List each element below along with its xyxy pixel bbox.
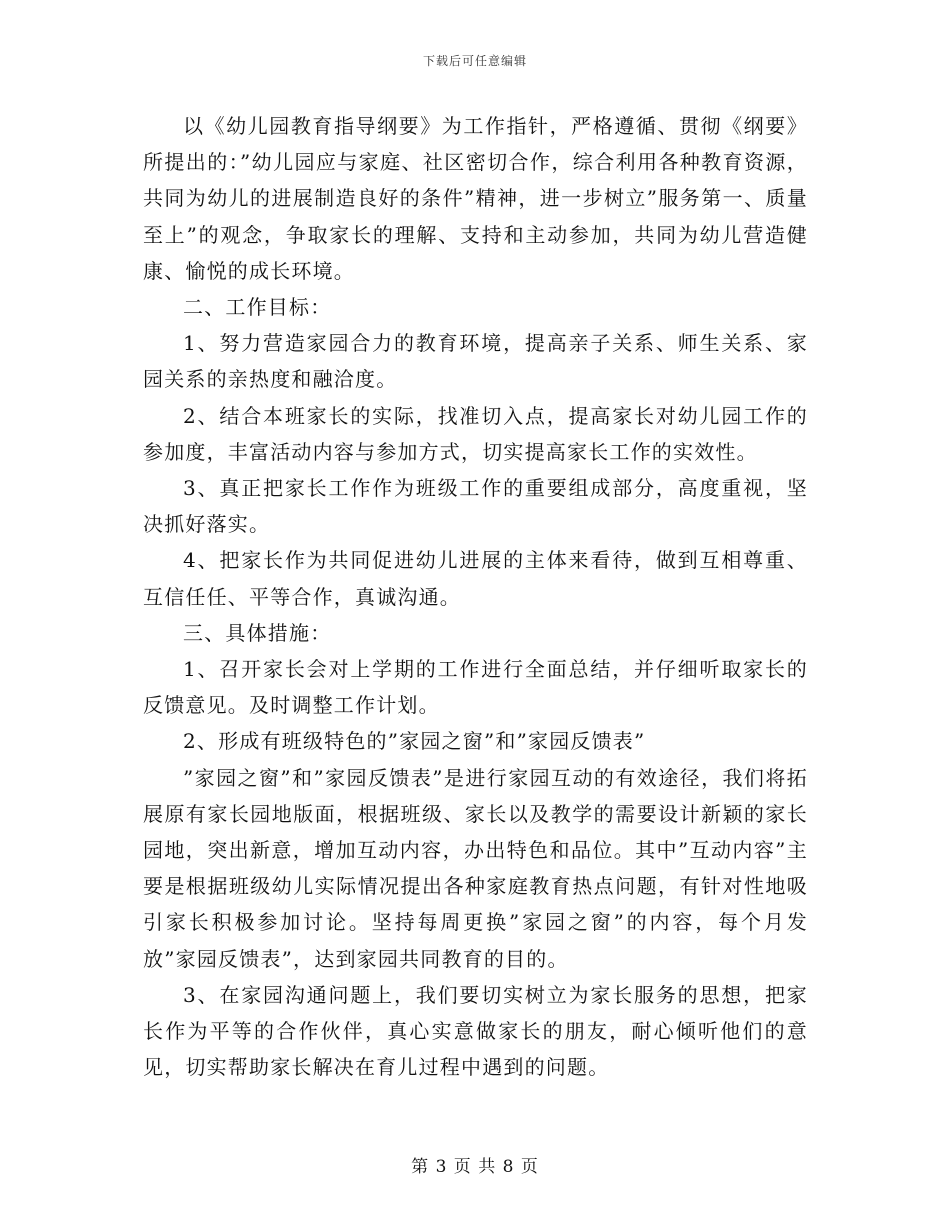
page-number-footer: 第 3 页 共 8 页 xyxy=(411,1157,539,1177)
measure-item-3: 3、在家园沟通问题上，我们要切实树立为家长服务的思想，把家长作为平等的合作伙伴，真心实意做家长的朋友，耐心倾听他们的意见，切实帮助家长解决在育儿过程中遇到的问题。 xyxy=(143,982,808,1080)
page-header: 下载后可任意编辑 xyxy=(422,54,527,68)
measure-item-2-detail: ”家园之窗”和”家园反馈表”是进行家园互动的有效途径，我们将拓展原有家长园地版面，根据班级、家长以及教学的需要设计新颖的家长园地，突出新意，增加互动内容，办出特色和品位。其中”互动内容”主要是根据班级幼儿实际情况提出各种家庭教育热点问题，有针对性地吸引家长积极参加讨论。坚持每周更换”家园之窗”的内容，每个月发放”家园反馈表”，达到家园共同教育的目的。 xyxy=(143,765,808,971)
section-heading-goals: 二、工作目标： xyxy=(183,295,332,320)
goal-item-3: 3、真正把家长工作作为班级工作的重要组成部分，高度重视，坚决抓好落实。 xyxy=(143,476,808,537)
document-body xyxy=(143,108,808,1085)
goal-item-1: 1、努力营造家园合力的教育环境，提高亲子关系、师生关系、家园关系的亲热度和融洽度。 xyxy=(143,331,808,392)
measure-item-1: 1、召开家长会对上学期的工作进行全面总结，并仔细听取家长的反馈意见。及时调整工作计划。 xyxy=(143,657,808,718)
goal-item-4: 4、把家长作为共同促进幼儿进展的主体来看待，做到互相尊重、互信任任、平等合作，真诚沟通。 xyxy=(143,548,808,609)
measure-item-2: 2、形成有班级特色的”家园之窗”和”家园反馈表” xyxy=(183,729,646,754)
goal-item-2: 2、结合本班家长的实际，找准切入点，提高家长对幼儿园工作的参加度，丰富活动内容与参加方式，切实提高家长工作的实效性。 xyxy=(143,403,808,464)
section-heading-measures: 三、具体措施： xyxy=(183,620,332,645)
paragraph-guiding-principle: 以《幼儿园教育指导纲要》为工作指针，严格遵循、贯彻《纲要》所提出的：”幼儿园应与家庭、社区密切合作，综合利用各种教育资源，共同为幼儿的进展制造良好的条件”精神，进一步树立”服务第一、质量至上”的观念，争取家长的理解、支持和主动参加，共同为幼儿营造健康、愉悦的成长环境。 xyxy=(143,114,808,283)
